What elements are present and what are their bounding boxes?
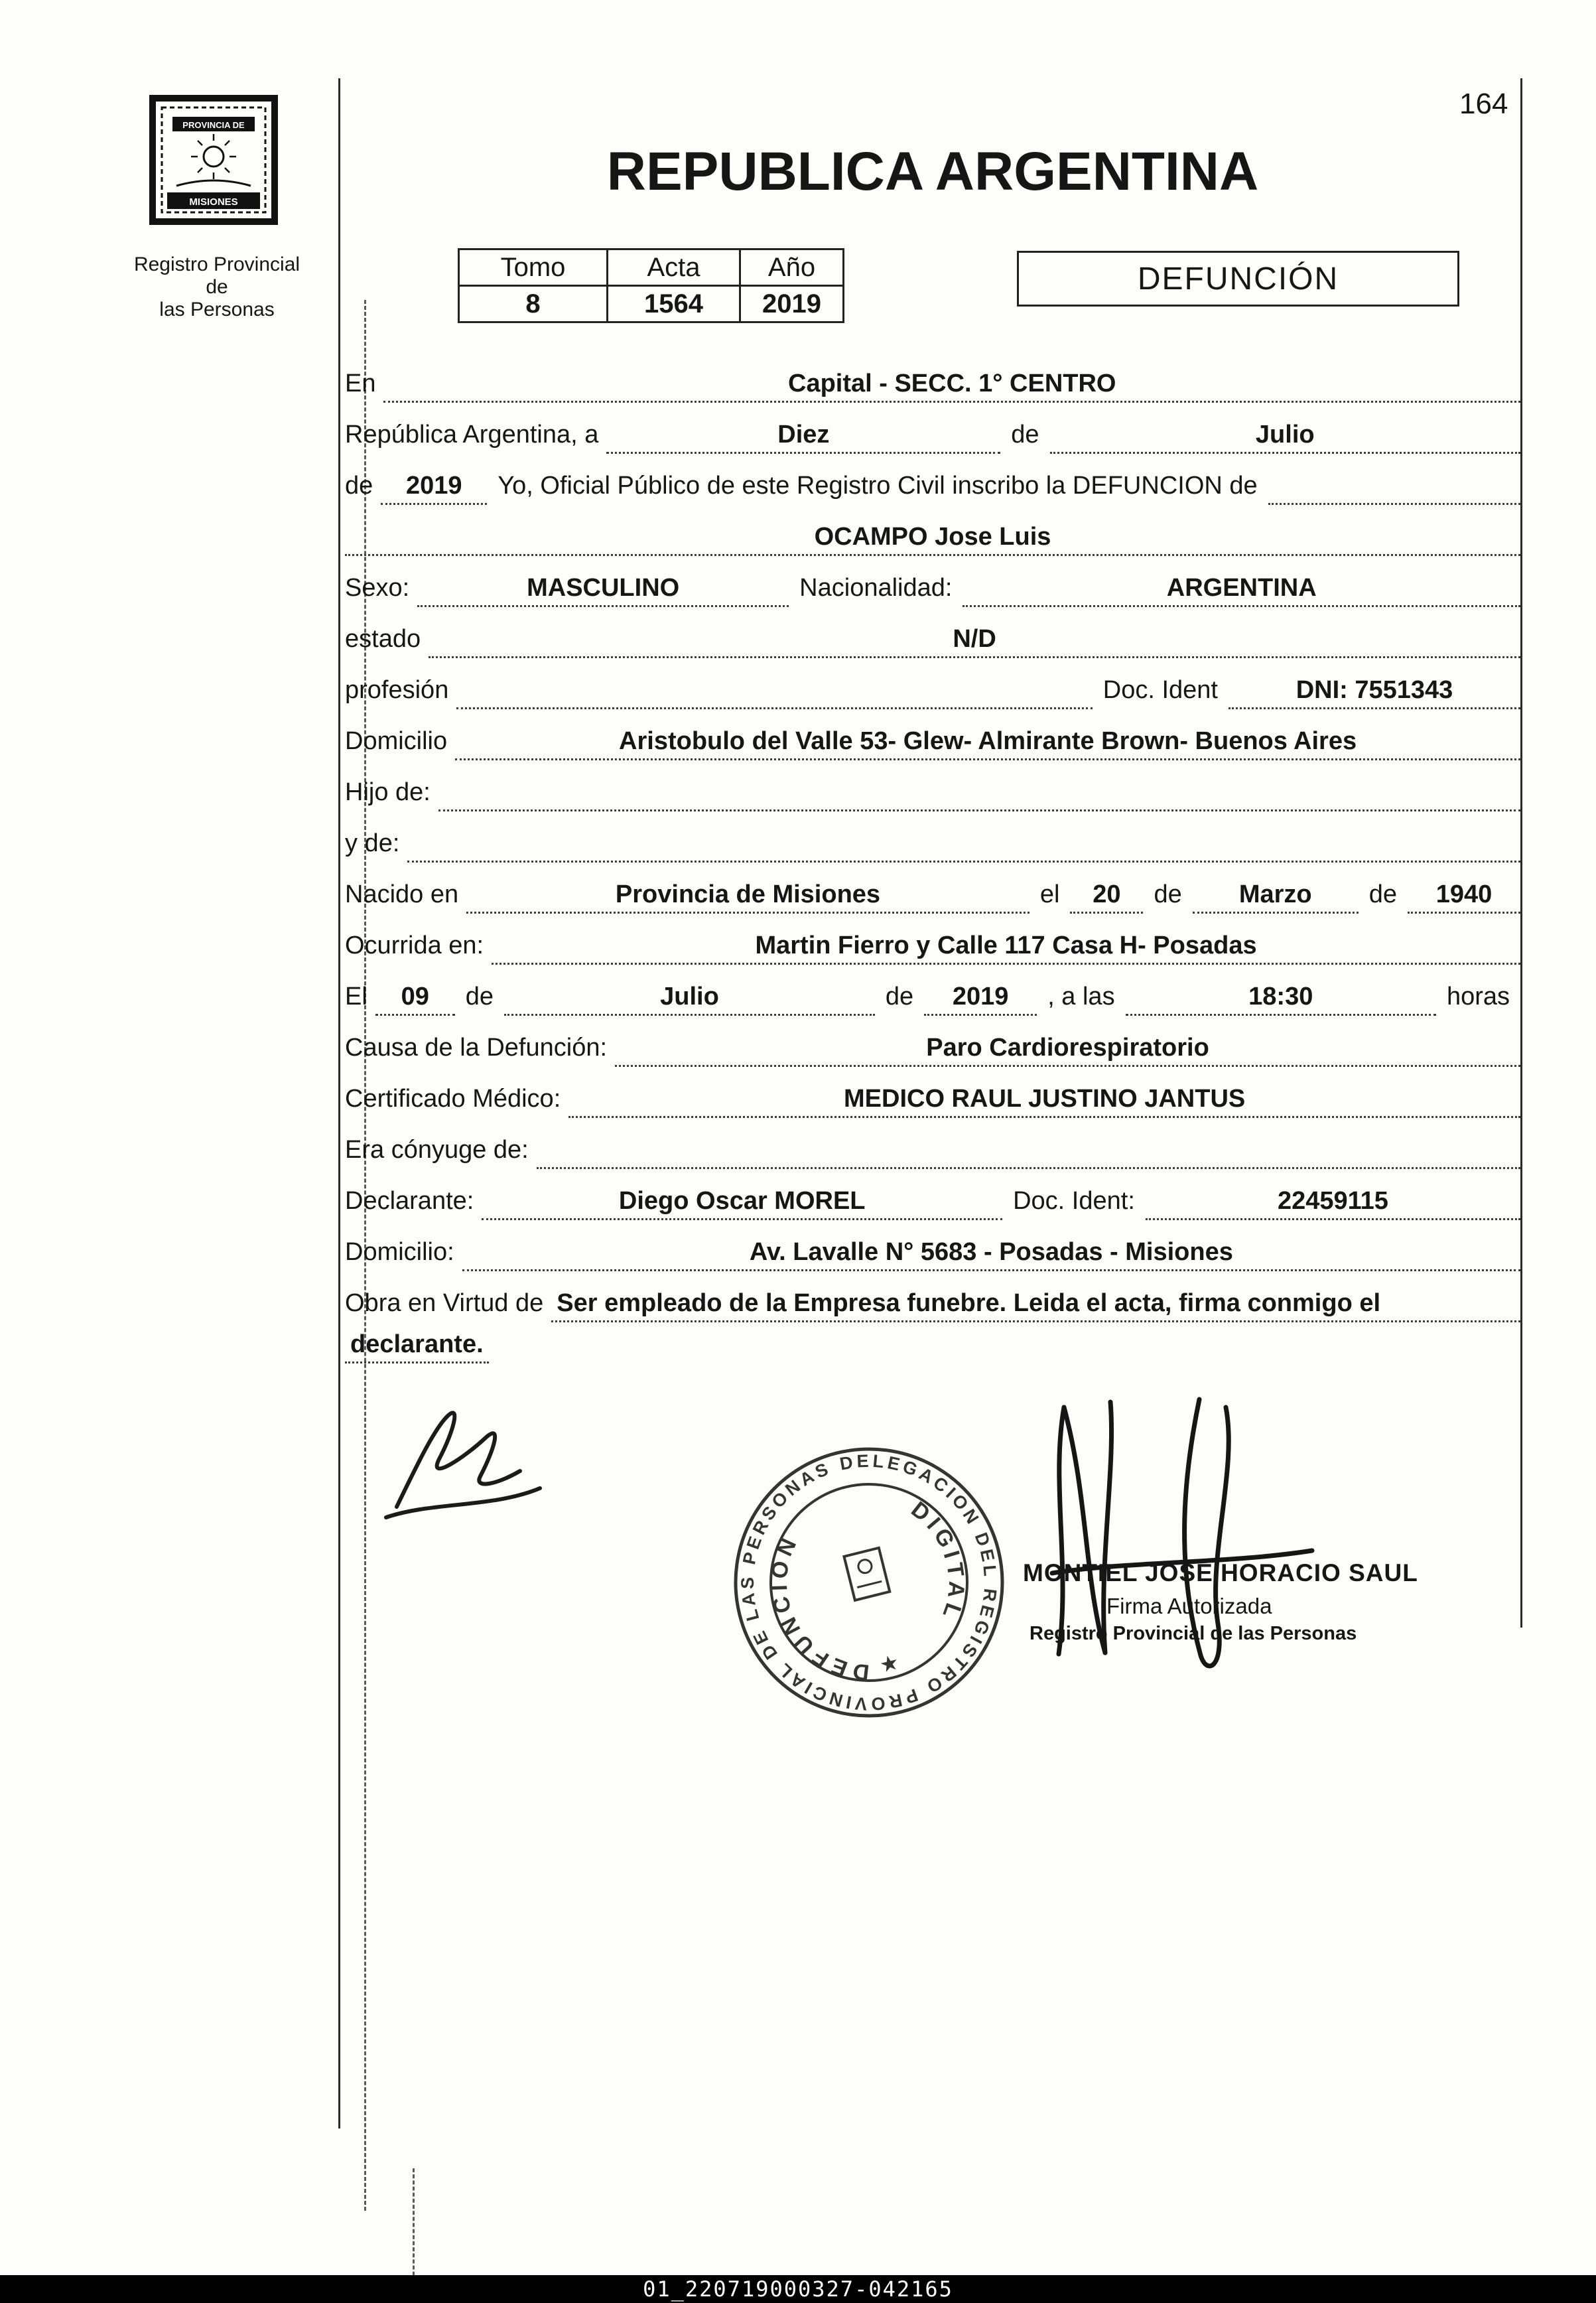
certificado-label: Certificado Médico: (345, 1085, 561, 1113)
nacionalidad-value: ARGENTINA (963, 574, 1520, 607)
form-row-date-words (345, 403, 1520, 454)
official-signature-icon (1041, 1390, 1320, 1675)
horas-label: horas (1446, 983, 1510, 1011)
crest-top-text: PROVINCIA DE (182, 120, 245, 130)
footer-code-text: 01_220719000327-042165 (643, 2276, 953, 2302)
conyuge-label: Era cónyuge de: (345, 1136, 529, 1164)
spouse-name-blank (537, 1164, 1520, 1169)
official-name: MONTIEL JOSE HORACIO SAUL (1023, 1559, 1418, 1586)
tomo-header: Tomo (459, 249, 608, 286)
ocurrida-label: Ocurrida en: (345, 932, 484, 959)
death-time: 18:30 (1126, 983, 1436, 1016)
form-row-y-de (345, 811, 1520, 863)
page-number: 164 (1459, 88, 1508, 120)
left-margin-line (338, 78, 340, 2129)
birth-day: 20 (1070, 880, 1143, 914)
de-connector: de (465, 983, 494, 1011)
doc-ident-label: Doc. Ident (1102, 676, 1218, 704)
birth-place: Provincia de Misiones (466, 880, 1030, 914)
stamp-inner-left-text: DEFUNCION (766, 1530, 871, 1685)
official-role: Firma Autorizada (1106, 1594, 1272, 1618)
form-row-causa (345, 1016, 1520, 1067)
footer-code-bar (0, 2275, 1596, 2303)
domicilio-label: Domicilio (345, 727, 448, 755)
de-connector: de (1154, 880, 1182, 908)
profesion-label: profesión (345, 676, 449, 704)
father-name-blank (438, 807, 1520, 811)
de-connector: de (1011, 421, 1039, 449)
crest-bottom-text: MISIONES (189, 196, 238, 208)
registration-year: 2019 (381, 472, 487, 505)
certifying-doctor: MEDICO RAUL JUSTINO JANTUS (568, 1085, 1520, 1118)
form-row-obra (345, 1271, 1520, 1322)
record-type-label: DEFUNCIÓN (1137, 261, 1339, 297)
record-type-box (1017, 251, 1459, 307)
declarant-signature-icon (371, 1390, 557, 1536)
form-row-declarant-domicilio (345, 1220, 1520, 1271)
svg-text:DELEGACION DEL REGISTRO PROVIN (710, 1423, 1029, 1742)
deceased-name: OCAMPO Jose Luis (345, 523, 1520, 556)
birth-year: 1940 (1408, 880, 1520, 914)
en-label: En (345, 370, 376, 397)
emblem-caption-line2: las Personas (159, 299, 275, 320)
el-label: el (1039, 880, 1060, 908)
bottom-dashed-line (413, 2168, 415, 2288)
document-title: REPUBLICA ARGENTINA (606, 141, 1259, 202)
death-cause: Paro Cardiorespiratorio (615, 1034, 1520, 1067)
de-connector: de (345, 472, 373, 500)
form-row-sex-nationality (345, 556, 1520, 607)
blank-dotted-segment (1268, 500, 1520, 505)
de-connector: de (1368, 880, 1397, 908)
record-table-value-row (459, 286, 844, 322)
form-row-en (345, 352, 1520, 403)
doc-ident2-label: Doc. Ident: (1013, 1187, 1135, 1215)
form-row-ocurrida (345, 914, 1520, 965)
acta-header: Acta (608, 249, 740, 286)
registration-day-word: Diez (606, 421, 1000, 454)
form-row-obra-cont (345, 1322, 1520, 1363)
declarant-name: Diego Oscar MOREL (482, 1187, 1002, 1220)
causa-label: Causa de la Defunción: (345, 1034, 608, 1062)
record-table (458, 248, 844, 323)
svg-text:DEFUNCION (752, 1517, 876, 1703)
form-row-profesion-doc (345, 658, 1520, 709)
declarant-doc-ident: 22459115 (1146, 1187, 1520, 1220)
obra-label: Obra en Virtud de (345, 1289, 544, 1317)
el-label: El (345, 983, 367, 1011)
de-connector: de (885, 983, 914, 1011)
sexo-value: MASCULINO (417, 574, 789, 607)
stamp-inner-right-text: DIGITAL (906, 1496, 970, 1626)
death-year: 2019 (924, 983, 1037, 1016)
form-row-year-official (345, 454, 1520, 505)
registration-month: Julio (1050, 421, 1520, 454)
right-margin-line (1520, 78, 1522, 1628)
form-row-hijo-de (345, 760, 1520, 811)
form-row-declarante (345, 1169, 1520, 1220)
ano-value: 2019 (740, 286, 844, 322)
declarant-address: Av. Lavalle N° 5683 - Posadas - Misiones (462, 1238, 1520, 1271)
section-value: Capital - SECC. 1° CENTRO (383, 370, 1520, 403)
profesion-value-blank (456, 705, 1092, 709)
hijo-de-label: Hijo de: (345, 778, 431, 806)
provincial-emblem-icon (147, 93, 280, 242)
official-office: Registro Provincial de las Personas (1030, 1623, 1357, 1644)
tomo-value: 8 (459, 286, 608, 322)
mother-name-blank (407, 858, 1520, 863)
form-row-conyuge (345, 1118, 1520, 1169)
nacido-label: Nacido en (345, 880, 459, 908)
record-table-header-row (459, 249, 844, 286)
death-month: Julio (504, 983, 875, 1016)
republica-label: República Argentina, a (345, 421, 599, 449)
form-row-nacido (345, 863, 1520, 914)
estado-value: N/D (429, 625, 1520, 658)
form-row-deceased-name (345, 505, 1520, 556)
death-place: Martin Fierro y Calle 117 Casa H- Posadas (492, 932, 1520, 965)
nacionalidad-label: Nacionalidad: (799, 574, 953, 602)
acta-value: 1564 (608, 286, 740, 322)
y-de-label: y de: (345, 829, 400, 857)
form-row-estado (345, 607, 1520, 658)
birth-month: Marzo (1193, 880, 1359, 914)
obra-value-line2: declarante. (345, 1330, 489, 1363)
stamp-ring-text: DELEGACION DEL REGISTRO PROVINCIAL DE LAS PERSONAS (737, 1450, 1001, 1714)
form-row-domicilio (345, 709, 1520, 760)
stamp-star: ★ (877, 1649, 901, 1678)
estado-label: estado (345, 625, 421, 653)
stamp-mini-crest (844, 1548, 890, 1600)
doc-ident-value: DNI: 7551343 (1229, 676, 1520, 709)
domicilio-value: Aristobulo del Valle 53- Glew- Almirante Brown- Buenos Aires (455, 727, 1520, 760)
emblem-caption (127, 253, 306, 321)
form-row-death-date (345, 965, 1520, 1016)
certificate-form (345, 352, 1520, 1363)
declarante-label: Declarante: (345, 1187, 474, 1215)
domicilio2-label: Domicilio: (345, 1238, 454, 1266)
death-day: 09 (375, 983, 455, 1016)
sexo-label: Sexo: (345, 574, 410, 602)
emblem-caption-line1: Registro Provincial de (133, 253, 300, 298)
obra-value-line1: Ser empleado de la Empresa funebre. Leida el acta, firma conmigo el (551, 1289, 1520, 1322)
official-statement: Yo, Oficial Público de este Registro Civil inscribo la DEFUNCION de (498, 472, 1258, 500)
office-stamp-icon (680, 1393, 1058, 1772)
ano-header: Año (740, 249, 844, 286)
a-las-label: , a las (1047, 983, 1115, 1011)
form-row-certificado (345, 1067, 1520, 1118)
